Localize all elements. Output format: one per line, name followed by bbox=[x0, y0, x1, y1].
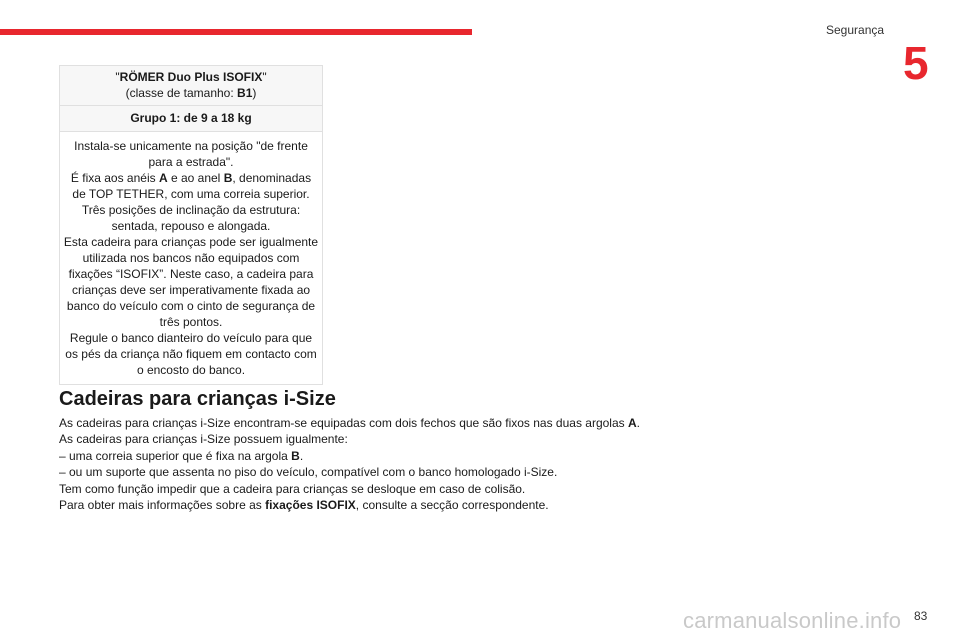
table-row bbox=[60, 106, 323, 132]
page-number: 83 bbox=[914, 609, 928, 623]
paragraph: Para obter mais informações sobre as fixações ISOFIX, consulte a secção correspondente. bbox=[59, 498, 549, 513]
weight-group-cell: Grupo 1: de 9 a 18 kg bbox=[60, 106, 323, 132]
table-row bbox=[60, 132, 323, 385]
header-accent-bar bbox=[0, 29, 472, 35]
chapter-number: 5 bbox=[903, 37, 929, 89]
isofix-reference: fixações ISOFIX bbox=[265, 498, 356, 513]
isize-body bbox=[59, 415, 919, 513]
section-heading: Cadeiras para crianças i-Size bbox=[59, 388, 336, 410]
paragraph: Tem como função impedir que a cadeira para crianças se desloque em caso de colisão. bbox=[59, 481, 526, 496]
description-line: É fixa aos anéis A e ao anel B, denominadas de TOP TETHER, com uma correia superior. bbox=[70, 171, 312, 201]
paragraph: As cadeiras para crianças i-Size encontram-se equipadas com dois fechos que são fixos nas duas argolas A. bbox=[59, 416, 640, 430]
watermark: carmanualsonline.info bbox=[683, 608, 902, 633]
section-title: Segurança bbox=[826, 23, 885, 37]
description-line: Regule o banco dianteiro do veículo para que os pés da criança não fiquem em contacto com o encosto do banco. bbox=[65, 331, 317, 377]
seat-model-name: RÖMER Duo Plus ISOFIX bbox=[119, 70, 263, 84]
description-cell bbox=[60, 132, 323, 385]
list-item: – ou um suporte que assenta no piso do veículo, compatível com o banco homologado i-Size. bbox=[59, 465, 558, 480]
seat-model-cell: "RÖMER Duo Plus ISOFIX" (classe de tamanho: B1) bbox=[60, 66, 323, 106]
child-seat-table bbox=[59, 65, 323, 385]
list-item: – uma correia superior que é fixa na argola B. bbox=[59, 448, 304, 463]
paragraph: As cadeiras para crianças i-Size possuem igualmente: bbox=[59, 432, 348, 447]
description-line: Três posições de inclinação da estrutura: sentada, repouso e alongada. bbox=[81, 203, 301, 233]
size-class: B1 bbox=[237, 86, 253, 100]
description-line: Esta cadeira para crianças pode ser igualmente utilizada nos bancos não equipados com fixações “ISOFIX”. Neste caso, a cadeira para crianças deve ser imperativamente fixada ao banco do veículo com o cinto de segurança de três pontos. bbox=[63, 235, 319, 329]
table-row bbox=[60, 66, 323, 106]
description-line: Instala-se unicamente na posição "de frente para a estrada". bbox=[74, 139, 308, 169]
